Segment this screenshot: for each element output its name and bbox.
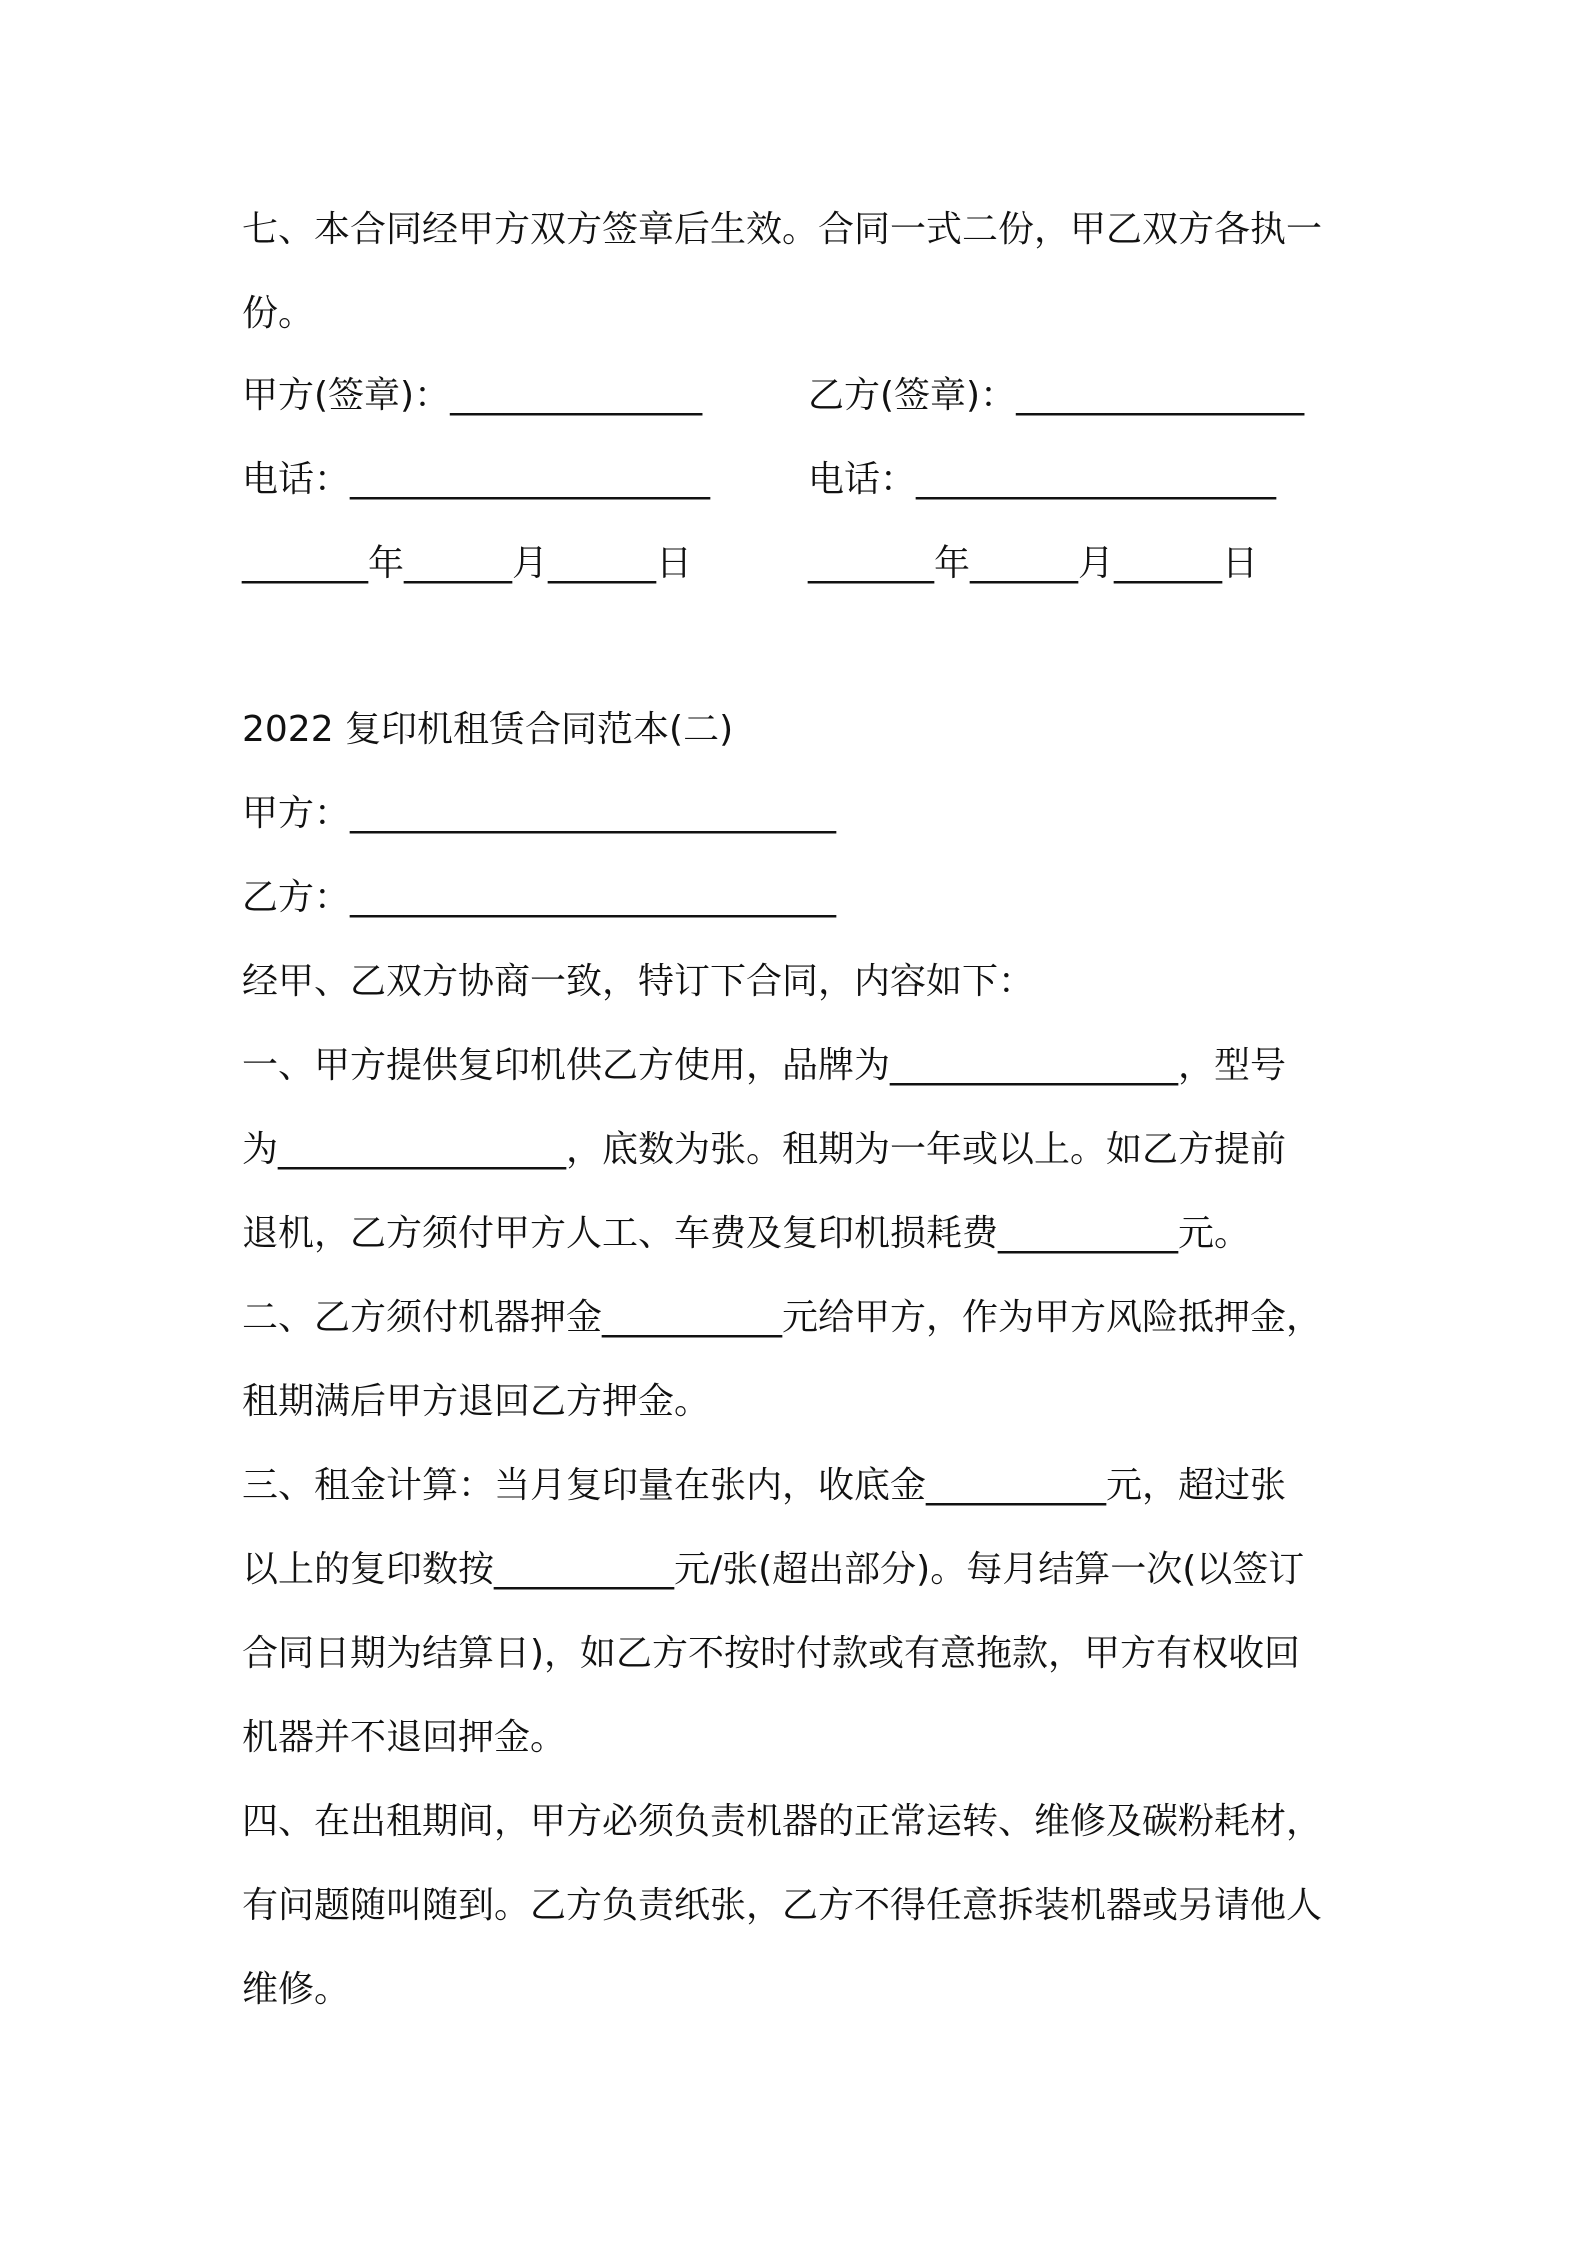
clause-seven-line-2: 份。 <box>242 293 315 334</box>
contract-party-a: 甲方：___________________________ <box>242 793 837 834</box>
clause-one-line-2: 为________________，底数为张。租期为一年或以上。如乙方提前 <box>242 1129 1287 1170</box>
party-a-phone-field: 电话：____________________ <box>242 459 711 500</box>
party-b-date-field: _______年______月______日 <box>808 543 1258 584</box>
contract-intro: 经甲、乙双方协商一致，特订下合同，内容如下： <box>242 961 1035 1002</box>
clause-four-line-1: 四、在出租期间，甲方必须负责机器的正常运转、维修及碳粉耗材， <box>242 1801 1323 1842</box>
clause-seven-line-1: 七、本合同经甲方双方签章后生效。合同一式二份，甲乙双方各执一 <box>242 209 1323 250</box>
party-a-date-field: _______年______月______日 <box>242 543 692 584</box>
party-b-phone-field: 电话：____________________ <box>808 459 1277 500</box>
clause-three-line-4: 机器并不退回押金。 <box>242 1717 567 1758</box>
clause-three-line-3: 合同日期为结算日)，如乙方不按时付款或有意拖款，甲方有权收回 <box>242 1633 1301 1674</box>
party-a-signature-field: 甲方(签章)：______________ <box>242 375 703 416</box>
clause-three-line-2: 以上的复印数按__________元/张(超出部分)。每月结算一次(以签订 <box>242 1549 1305 1590</box>
clause-two-line-2: 租期满后甲方退回乙方押金。 <box>242 1381 711 1422</box>
clause-three-line-1: 三、租金计算：当月复印量在张内，收底金__________元，超过张 <box>242 1465 1287 1506</box>
clause-one-line-1: 一、甲方提供复印机供乙方使用，品牌为________________，型号 <box>242 1045 1287 1086</box>
clause-one-line-3: 退机，乙方须付甲方人工、车费及复印机损耗费__________元。 <box>242 1213 1251 1254</box>
clause-four-line-2: 有问题随叫随到。乙方负责纸张，乙方不得任意拆装机器或另请他人 <box>242 1885 1323 1926</box>
party-b-signature-field: 乙方(签章)：________________ <box>808 375 1305 416</box>
contract-title: 2022 复印机租赁合同范本(二) <box>242 709 734 750</box>
clause-four-line-3: 维修。 <box>242 1969 351 2010</box>
contract-party-b: 乙方：___________________________ <box>242 877 837 918</box>
clause-two-line-1: 二、乙方须付机器押金__________元给甲方，作为甲方风险抵押金， <box>242 1297 1323 1338</box>
